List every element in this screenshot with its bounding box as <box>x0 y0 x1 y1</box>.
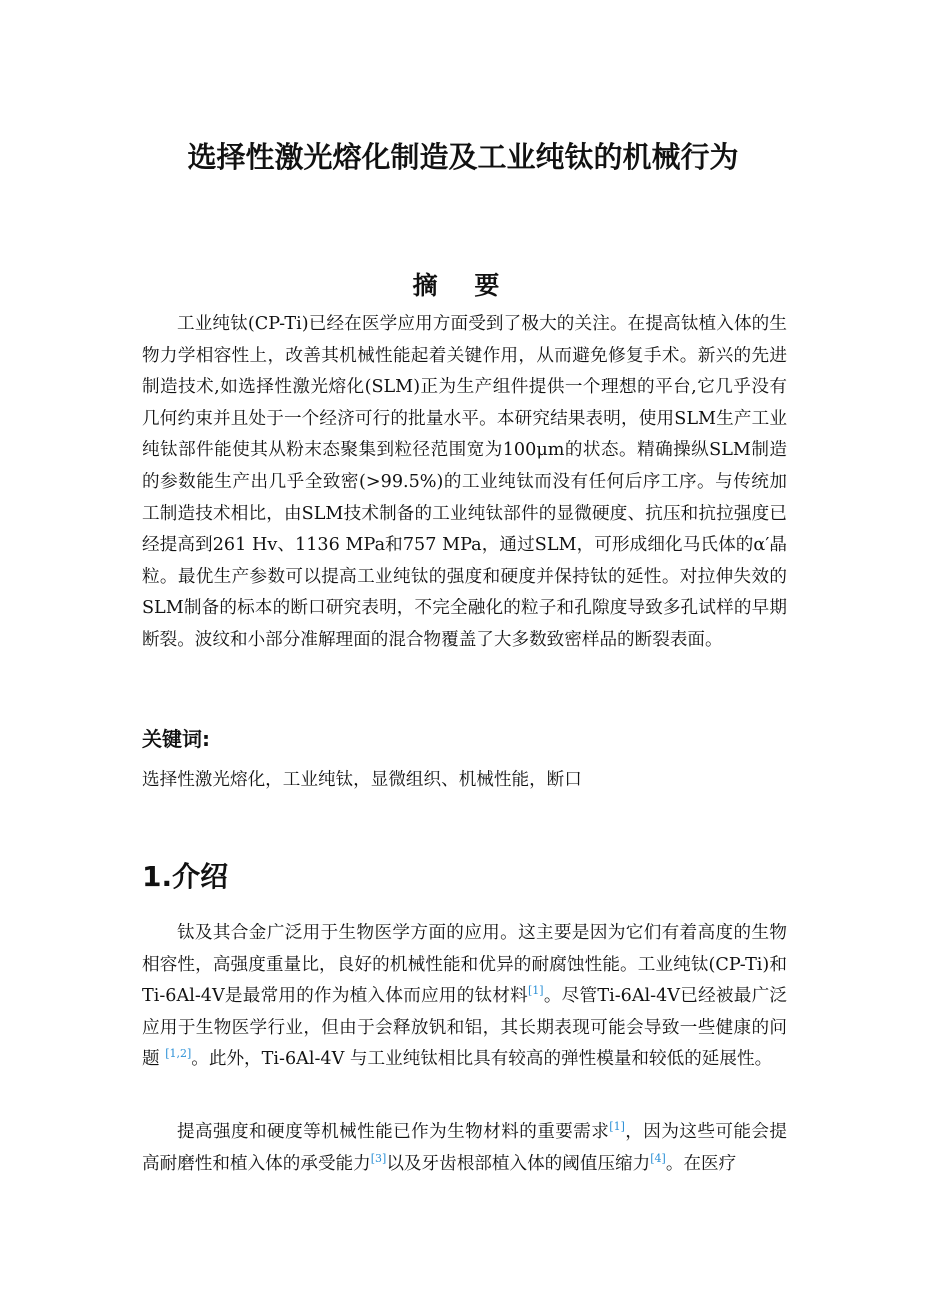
intro-p2-text-d: 。在医疗 <box>665 1153 737 1174</box>
keywords-text: 选择性激光熔化，工业纯钛，显微组织、机械性能，断口 <box>142 770 582 790</box>
section-heading-introduction: 1.介绍 <box>142 860 229 893</box>
citation-link[interactable]: [3] <box>370 1151 387 1165</box>
intro-p1-text-c: 。此外，Ti-6Al-4V 与工业纯钛相比具有较高的弹性模量和较低的延展性。 <box>191 1049 773 1070</box>
intro-paragraph-2 <box>142 1117 787 1180</box>
citation-link[interactable]: [1] <box>609 1120 625 1134</box>
intro-p2-text-a: 提高强度和硬度等机械性能已作为生物材料的重要需求 <box>177 1122 610 1142</box>
intro-paragraph-1 <box>142 918 787 1076</box>
abstract-text: 工业纯钛(CP-Ti)已经在医学应用方面受到了极大的关注。在提高钛植入体的生物力学相容性上，改善其机械性能起着关键作用，从而避免修复手术。新兴的先进制造技术,如选择性激光熔化(SLM)正为生产组件提供一个理想的平台,它几乎没有几何约束并且处于一个经济可行的批量水平。本研究结果表明，使用SLM生产工业纯钛部件能使其从粉末态聚集到粒径范围宽为100μm的状态。精确操纵SLM制造的参数能生产出几乎全致密(>99.5%)的工业纯钛而没有任何后序工序。与传统加工制造技术相比，由SLM技术制备的工业纯钛部件的显微硬度、抗压和抗拉强度已经提高到261 Hv、1136 MPa和757 MPa，通过SLM，可形成细化马氏体的α′晶粒。最优生产参数可以提高工业纯钛的强度和硬度并保持钛的延性。对拉伸失效的SLM制备的标本的断口研究表明，不完全融化的粒子和孔隙度导致多孔试样的早期断裂。波纹和小部分准解理面的混合物覆盖了大多数致密样品的断裂表面。 <box>142 314 787 650</box>
intro-p2-text-b: ，因为这些可能会提高耐磨性和植入体的承受能力 <box>142 1122 787 1174</box>
intro-p1-text-a: 钛及其合金广泛用于生物医学方面的应用。这主要是因为它们有着高度的生物相容性，高强度重量比，良好的机械性能和优异的耐腐蚀性能。工业纯钛(CP-Ti)和Ti-6Al-4V是最常用的作为植入体而应用的钛材料 <box>142 923 787 1007</box>
paper-title: 选择性激光熔化制造及工业纯钛的机械行为 <box>187 140 739 175</box>
intro-p1-text-b: 。尽管Ti-6Al-4V已经被最广泛应用于生物医学行业，但由于会释放钒和铝，其长期表现可能会导致一些健康的问题 <box>142 986 787 1070</box>
abstract-heading: 摘 要 <box>412 270 514 300</box>
intro-p2-text-c: 以及牙齿根部植入体的阈值压缩力 <box>386 1153 651 1174</box>
citation-link[interactable]: [1] <box>528 984 544 998</box>
keywords-heading: 关键词: <box>142 727 210 751</box>
citation-link[interactable]: [4] <box>650 1151 666 1165</box>
citation-link[interactable]: [1,2] <box>165 1047 192 1061</box>
